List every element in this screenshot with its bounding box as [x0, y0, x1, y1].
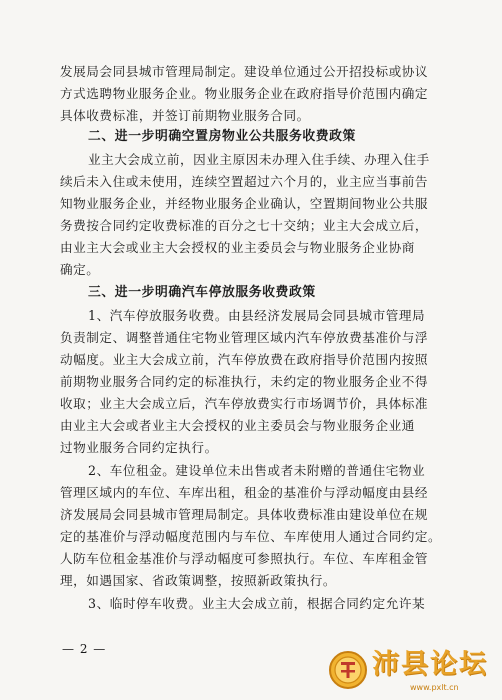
- section-heading: 三、进一步明确汽车停放服务收费政策: [88, 285, 316, 300]
- text-line: 负责制定、调整普通住宅物业管理区域内汽车停放费基准价与浮: [60, 330, 429, 345]
- text-line: 由业主大会或业主大会授权的业主委员会与物业服务企业协商: [60, 240, 415, 255]
- text-line: 务费按合同约定收费标准的百分之七十交纳；业主大会成立后，: [60, 218, 429, 233]
- watermark: [328, 648, 500, 698]
- section-heading: 二、进一步明确空置房物业公共服务收费政策: [88, 129, 356, 144]
- text-line: 发展局会同县城市管理局制定。建设单位通过公开招投标或协议: [60, 64, 429, 79]
- text-line: 管理区域内的车位、车库出租，租金的基准价与浮动幅度由县经: [60, 485, 429, 500]
- text-line: 知物业服务企业，并经物业服务企业确认，空置期间物业公共服: [60, 196, 429, 211]
- text-line: 定的基准价与浮动幅度范围内与车位、车库使用人通过合同约定。: [60, 529, 442, 544]
- text-line: 确定。: [60, 262, 100, 277]
- text-line: 由业主大会或者业主大会授权的业主委员会与物业服务企业通: [60, 418, 415, 433]
- text-line: 动幅度。业主大会成立前，汽车停放费在政府指导价范围内按照: [60, 352, 429, 367]
- text-line: 3、临时停车收费。业主大会成立前，根据合同约定允许某: [88, 596, 426, 611]
- text-line: 具体收费标准，并签订前期物业服务合同。: [60, 108, 310, 123]
- text-line: 收取；业主大会成立后，汽车停放费实行市场调节价，具体标准: [60, 396, 429, 411]
- text-line: 理，如遇国家、省政策调整，按照新政策执行。: [60, 573, 337, 588]
- watermark-title: 沛县论坛: [372, 649, 488, 680]
- text-line: 2、车位租金。建设单位未出售或者未附赠的普通住宅物业: [88, 463, 426, 478]
- text-line: 1、汽车停放服务收费。由县经济发展局会同县城市管理局: [88, 308, 426, 323]
- text-line: 前期物业服务合同约定的标准执行，未约定的物业服务企业不得: [60, 374, 429, 389]
- page-number: — 2 —: [62, 642, 107, 656]
- text-line: 方式选聘物业服务企业。物业服务企业在政府指导价范围内确定: [60, 86, 429, 101]
- text-line: 济发展局会同县城市管理局制定。具体收费标准由建设单位在规: [60, 507, 429, 522]
- text-line: 续后未入住或未使用，连续空置超过六个月的，业主应当事前告: [60, 174, 429, 189]
- text-line: 过物业服务合同约定执行。: [60, 440, 218, 455]
- coin-logo-icon: [328, 650, 368, 690]
- watermark-url: www.pxlt.cn: [410, 683, 459, 692]
- text-line: 人防车位租金基准价与浮动幅度可参照执行。车位、车库租金管: [60, 551, 429, 566]
- text-line: 业主大会成立前，因业主原因未办理入住手续、办理入住手: [88, 152, 430, 167]
